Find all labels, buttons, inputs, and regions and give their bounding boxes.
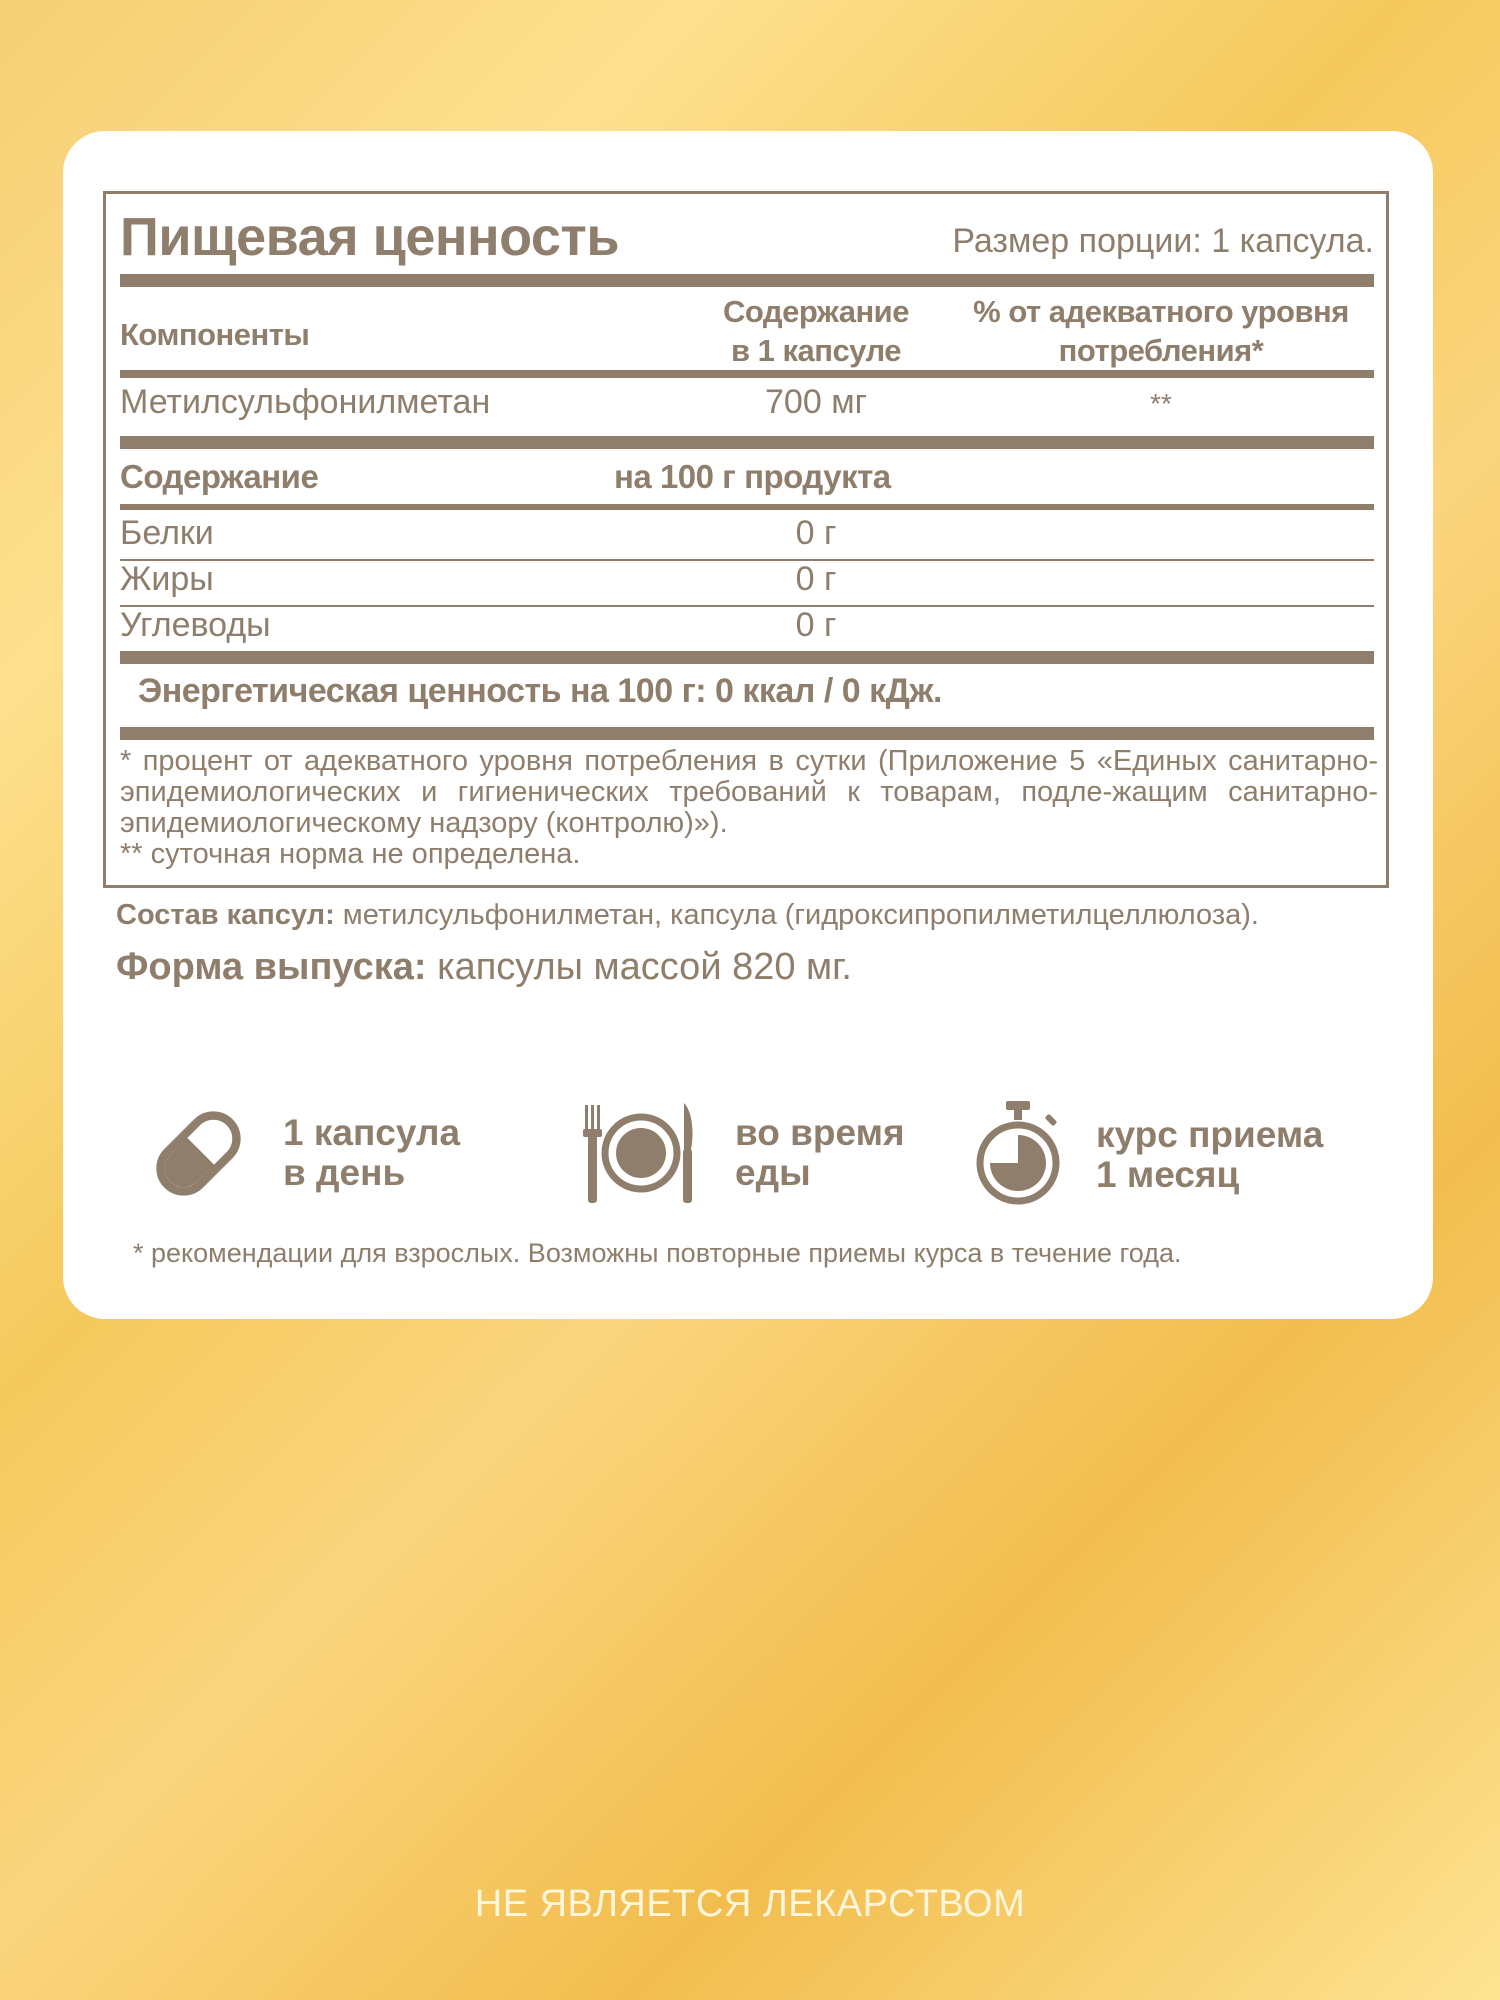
release-form bbox=[116, 946, 852, 989]
nutrition-title: Пищевая ценность bbox=[120, 207, 620, 267]
capsule-composition bbox=[116, 899, 1259, 932]
energy-value: Энергетическая ценность на 100 г: 0 ккал / 0 кДж. bbox=[138, 672, 942, 710]
not-medicine-label: НЕ ЯВЛЯЕТСЯ ЛЕКАРСТВОМ bbox=[474, 1883, 1026, 1925]
course-label: курс приема 1 месяц bbox=[1096, 1114, 1324, 1195]
footnotes bbox=[120, 746, 1378, 870]
component-name: Метилсульфонилметан bbox=[120, 383, 491, 421]
dose-label: 1 капсула в день bbox=[283, 1112, 461, 1193]
form-text: капсулы массой 820 мг. bbox=[426, 946, 852, 988]
divider-bar bbox=[120, 504, 1374, 510]
divider-bar bbox=[120, 274, 1374, 287]
nutrition-panel bbox=[103, 191, 1389, 888]
divider-bar bbox=[120, 436, 1374, 449]
footnote-norm: ** суточная норма не определена. bbox=[120, 838, 581, 870]
recommendation-note: * рекомендации для взрослых. Возможны повторные приемы курса в течение года. bbox=[133, 1238, 1182, 1268]
info-card bbox=[63, 131, 1433, 1319]
serving-size: Размер порции: 1 капсула. bbox=[952, 222, 1374, 260]
carbs-value: 0 г bbox=[795, 606, 837, 644]
composition-text: метилсульфонилметан, капсула (гидроксипропилметилцеллюлоза). bbox=[334, 899, 1259, 931]
plate-cutlery-icon bbox=[578, 1101, 703, 1211]
footnote-percent: * процент от адекватного уровня потребления в сутки (Приложение 5 «Единых санитарно-эпидемиологических и гигиенических требований к товарам, подле-жащим санитарно-эпидемиологическому надзору (контролю)»). bbox=[120, 745, 1378, 839]
composition-label: Состав капсул: bbox=[116, 899, 335, 931]
fats-label: Жиры bbox=[120, 560, 214, 598]
proteins-value: 0 г bbox=[795, 514, 837, 552]
divider-bar bbox=[120, 727, 1374, 740]
header-component: Компоненты bbox=[120, 317, 310, 352]
capsule-icon bbox=[146, 1101, 251, 1211]
component-amount: 700 мг bbox=[765, 383, 867, 421]
stopwatch-icon bbox=[973, 1099, 1063, 1216]
fats-value: 0 г bbox=[795, 560, 837, 598]
divider-bar bbox=[120, 651, 1374, 664]
form-label: Форма выпуска: bbox=[116, 946, 427, 988]
header-percent: % от адекватного уровня потребления* bbox=[973, 294, 1349, 368]
per100-label: Содержание bbox=[120, 458, 319, 495]
meal-label: во время еды bbox=[735, 1112, 905, 1193]
header-content: Содержание в 1 капсуле bbox=[723, 294, 909, 368]
divider-bar bbox=[120, 370, 1374, 378]
proteins-label: Белки bbox=[120, 514, 214, 552]
carbs-label: Углеводы bbox=[120, 606, 271, 644]
component-percent: ** bbox=[1150, 388, 1172, 419]
per100-value-label: на 100 г продукта bbox=[614, 458, 891, 495]
